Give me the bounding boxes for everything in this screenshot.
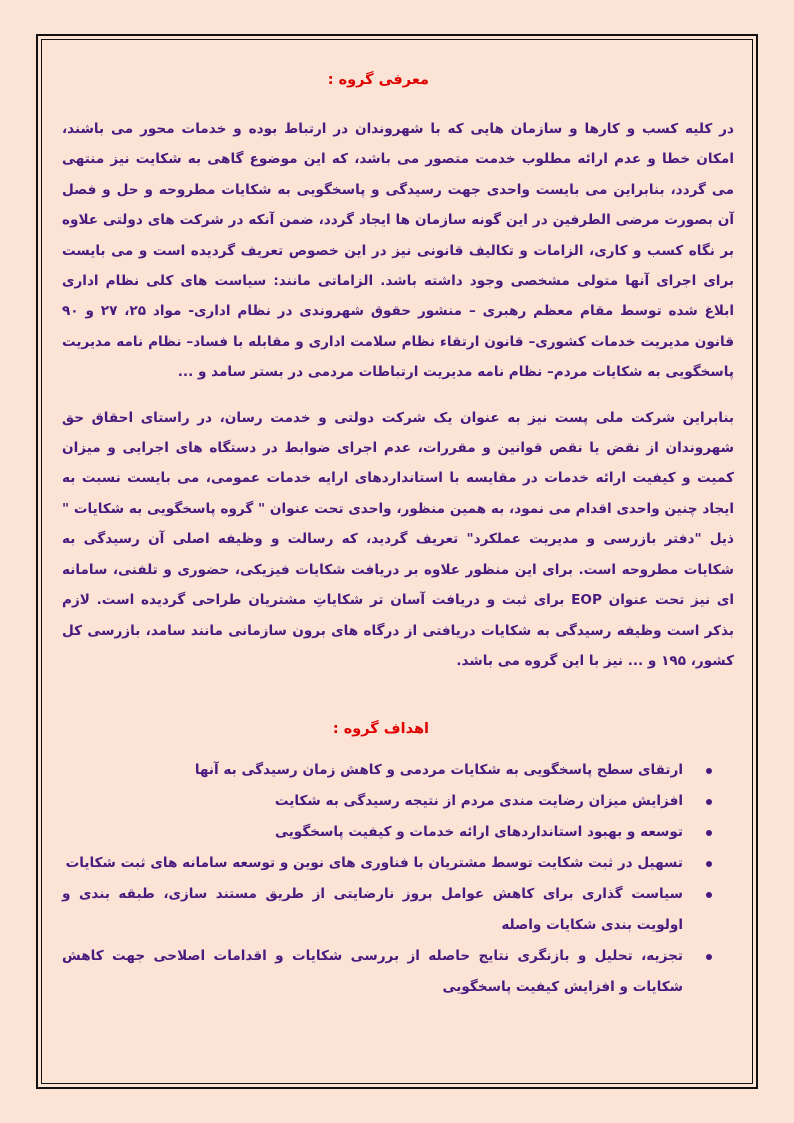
intro-paragraph-2: بنابراین شرکت ملی پست نیز به عنوان یک شرکت دولتی و خدمت رسان، در راستای احقاق حق شهروندان از نقض یا نقص قوانین و مقررات، عدم اجرای ضوابط در دستگاه های اجرایی و میزان کمیت و کیفیت ارائه خدمات در مقایسه با استانداردهای ارایه خدمات عمومی، می بایست نسبت به ایجاد چنین واحدی اقدام می نمود، به همین منظور، واحدی تحت عنوان " گروه پاسخگویی به شکایات " ذیل "دفتر بازرسی و مدیریت عملکرد" تعریف گردید، که رسالت و وظیفه اصلی آن رسیدگی به شکایات مطروحه است. برای این منظور علاوه بر دریافت شکایات فیزیکی، حضوری و تلفنی، سامانه ای نیز تحت عنوان EOP برای ثبت و دریافت آسان تر شکایاتِ مشتریان طراحی گردیده است. لازم بذکر است وظیفه رسیدگی به شکایات دریافتی از درگاه های برون سازمانی مانند سامد، بازرسی کل کشور، ۱۹۵ و ... نیز با این گروه می باشد. xyxy=(62,409,734,669)
document-content xyxy=(62,62,734,1003)
section-heading-intro: معرفی گروه : xyxy=(327,72,429,88)
goal-item xyxy=(62,786,712,817)
bullet-icon xyxy=(706,954,712,960)
goal-item xyxy=(62,817,712,848)
goal-text: توسعه و بهبود استانداردهای ارائه خدمات و کیفیت پاسخگویی xyxy=(274,824,683,841)
goal-text: تجزیه، تحلیل و بازنگری نتایج حاصله از بررسی شکایات و اقدامات اصلاحی جهت کاهش شکایات و افزایش کیفیت پاسخگویی xyxy=(62,948,683,996)
goal-item xyxy=(62,879,712,941)
goals-list xyxy=(62,755,734,1003)
bullet-icon xyxy=(706,892,712,898)
goal-text: سیاست گذاری برای کاهش عوامل بروز نارضایتی از طریق مستند سازی، طبقه بندی و اولویت بندی شکایات واصله xyxy=(62,886,683,934)
intro-paragraph-1: در کلیه کسب و کارها و سازمان هایی که با شهروندان در ارتباط بوده و خدمات محور می باشند، امکان خطا و عدم ارائه مطلوب خدمت متصور می باشد، که این موضوع گاهی به شکایت نیز منتهی می گردد، بنابراین می بایست واحدی جهت رسیدگی و پاسخگویی به شکایات مطروحه و حل و فصل آن بصورت مرضی الطرفین در این گونه سازمان ها ایجاد گردد، ضمن آنکه در شرکت های دولتی علاوه بر نگاه کسب و کاری، الزامات و تکالیف قانونی نیز در این خصوص تعریف گردیده است و می بایست برای اجرای آنها متولی مشخصی وجود داشته باشد. الزاماتی مانند: سیاست های کلی نظام اداری ابلاغ شده توسط مقام معظم رهبری – منشور حقوق شهروندی در نظام اداری- مواد ۲۵، ۲۷ و ۹۰ قانون مدیریت خدمات کشوری– قانون ارتقاء نظام سلامت اداری و مقابله با فساد– نظام نامه مدیریت پاسخگویی به شکایات مردم– نظام نامه مدیریت ارتباطات مردمی در بستر سامد و ... xyxy=(62,121,735,381)
goal-item xyxy=(62,755,712,786)
goal-text: تسهیل در ثبت شکایت توسط مشتریان با فناوری های نوین و توسعه سامانه های ثبت شکایات xyxy=(65,855,683,872)
goal-item xyxy=(62,848,712,879)
bullet-icon xyxy=(706,768,712,774)
bullet-icon xyxy=(706,799,712,805)
bullet-icon xyxy=(706,861,712,867)
goal-text: ارتقای سطح پاسخگویی به شکایات مردمی و کاهش زمان رسیدگی به آنها xyxy=(194,762,683,779)
goal-text: افزایش میزان رضایت مندی مردم از نتیجه رسیدگی به شکایت xyxy=(274,793,683,810)
goal-item xyxy=(62,941,712,1003)
section-heading-goals: اهداف گروه : xyxy=(332,721,429,738)
bullet-icon xyxy=(706,830,712,836)
